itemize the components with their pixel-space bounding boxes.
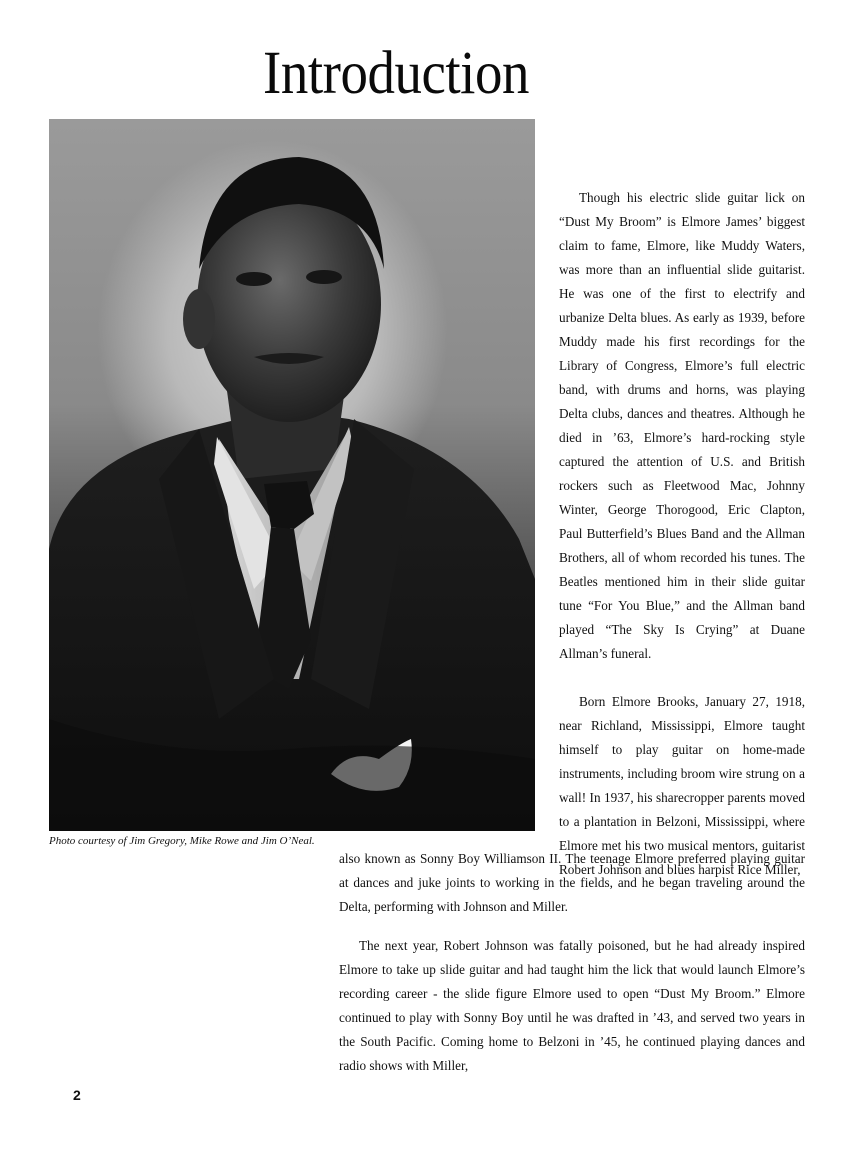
- photo-caption: Photo courtesy of Jim Gregory, Mike Rowe and Jim O’Neal.: [49, 835, 315, 847]
- lower-text-block: [339, 847, 805, 1078]
- paragraph-2: Born Elmore Brooks, January 27, 1918, near Richland, Mississippi, Elmore taught himself to play guitar on home-made instruments, including broom wire strung on a wall! In 1937, his sharecropper parents moved to a plantation in Belzoni, Mississippi, where Elmore met his two musical mentors, guitarist Robert Johnson and blues harpist Rice Miller,: [559, 694, 805, 877]
- page-title: Introduction: [262, 40, 529, 107]
- side-column-text: [559, 186, 805, 882]
- portrait-illustration: [49, 119, 535, 831]
- page-number: 2: [73, 1087, 81, 1103]
- paragraph-2-continued: also known as Sonny Boy Williamson II. The teenage Elmore preferred playing guitar at dances and juke joints to working in the fields, and he began traveling around the Delta, performing with Johnson and Miller.: [339, 851, 805, 914]
- portrait-photo: [49, 119, 535, 831]
- paragraph-1: Though his electric slide guitar lick on “Dust My Broom” is Elmore James’ biggest claim to fame, Elmore, like Muddy Waters, was more than an influential slide guitarist. He was one of the first to electrify and urbanize Delta blues. As early as 1939, before Muddy made his first recordings for the Library of Congress, Elmore’s full electric band, with drums and horns, was playing Delta clubs, dances and theatres. Although he died in ’63, Elmore’s hard-rocking style captured the attention of U.S. and British rockers such as Fleetwood Mac, Johnny Winter, George Thorogood, Eric Clapton, Paul Butterfield’s Blues Band and the Allman Brothers, all of whom recorded his tunes. The Beatles mentioned him in their slide guitar tune “For You Blue,” and the Allman band played “The Sky Is Crying” at Duane Allman’s funeral.: [559, 190, 805, 661]
- paragraph-3: The next year, Robert Johnson was fatally poisoned, but he had already inspired Elmore to take up slide guitar and had taught him the lick that would launch Elmore’s recording career - the slide figure Elmore used to open “Dust My Broom.” Elmore continued to play with Sonny Boy until he was drafted in ’43, and served two years in the South Pacific. Coming home to Belzoni in ’45, he continued playing dances and radio shows with Miller,: [339, 938, 805, 1073]
